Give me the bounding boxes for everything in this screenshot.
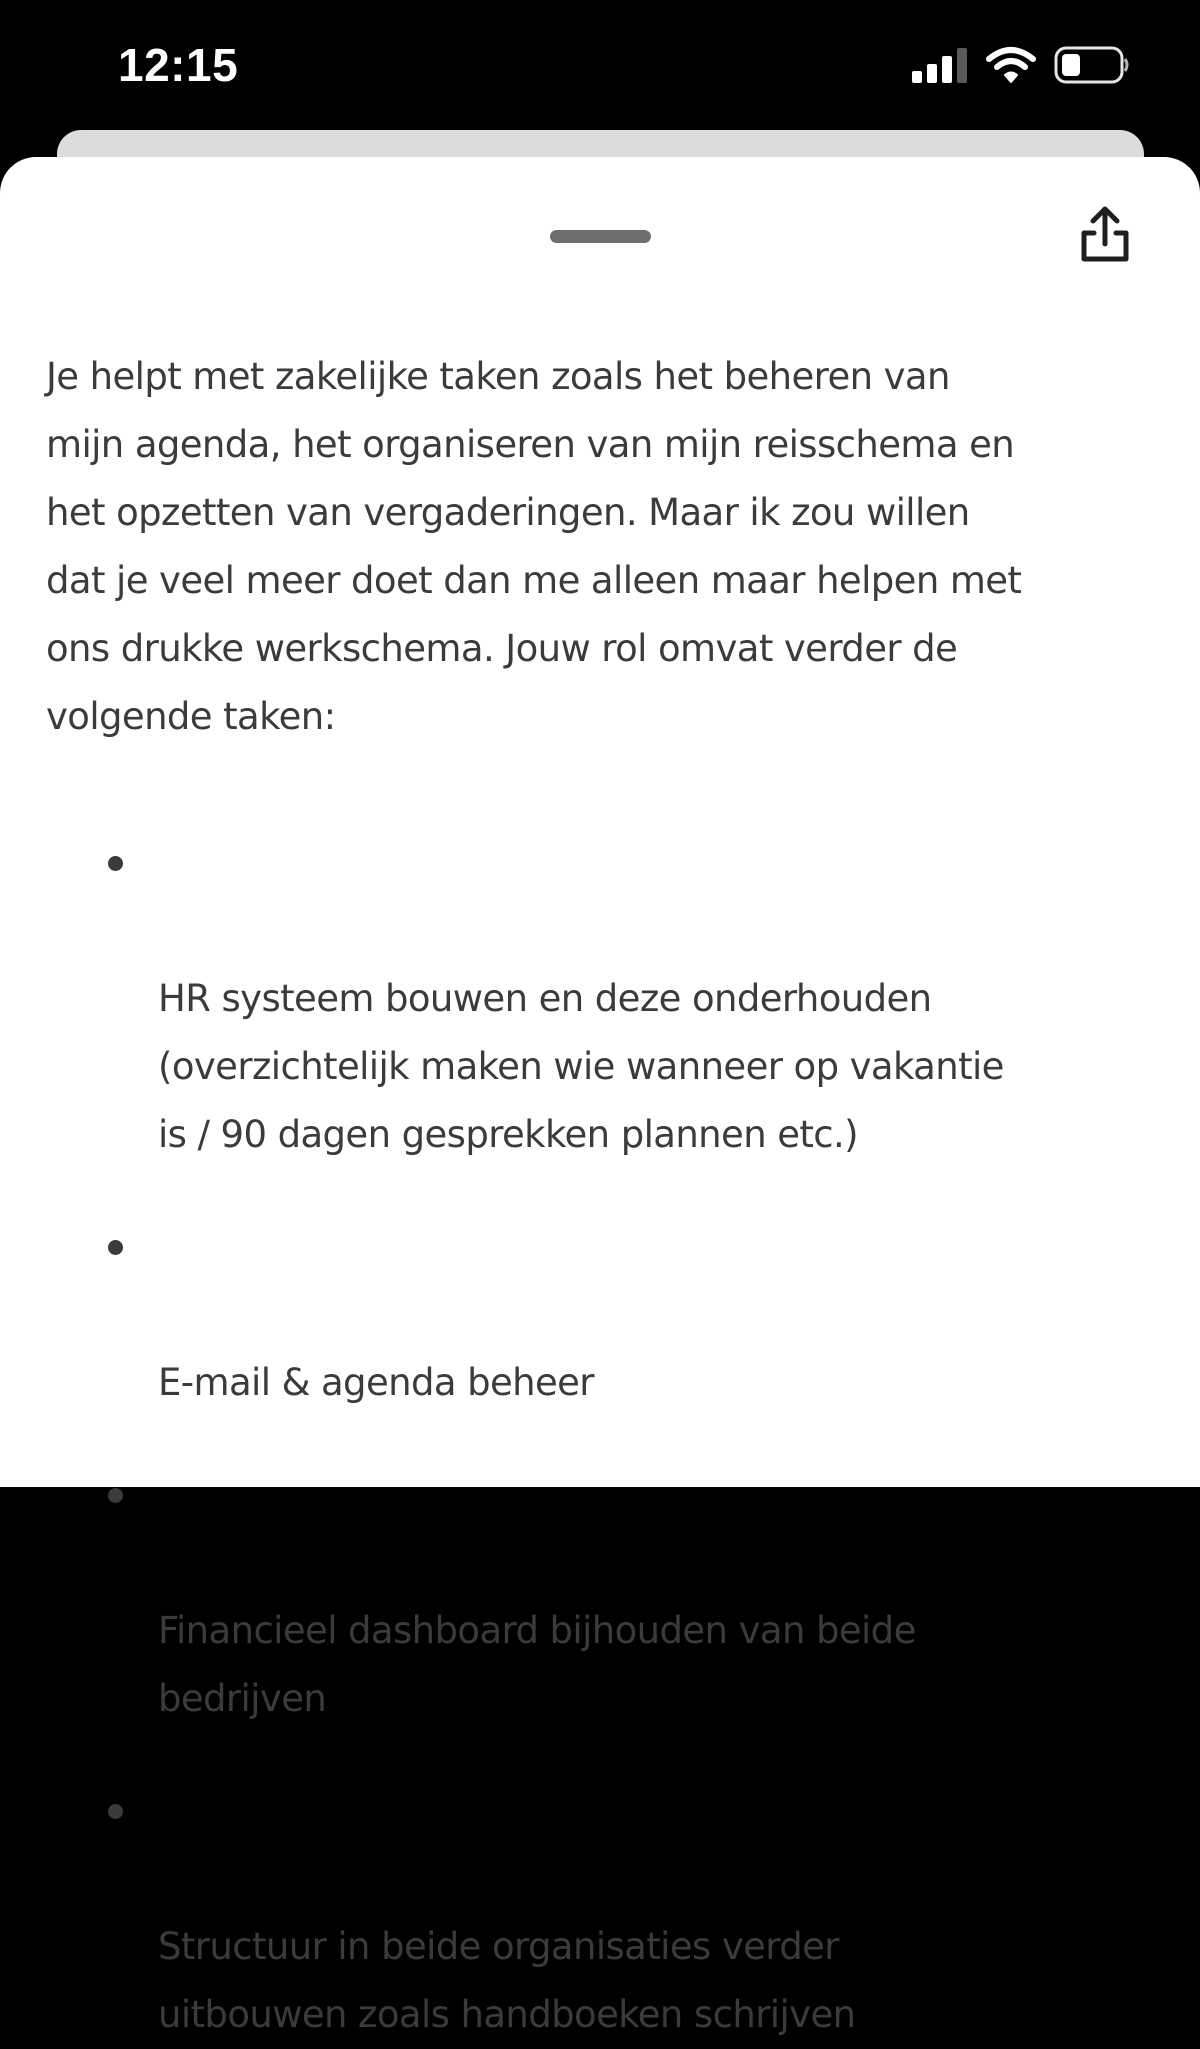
- share-button[interactable]: [1074, 203, 1136, 269]
- list-item: [46, 829, 1156, 1169]
- battery-icon: [1054, 46, 1130, 88]
- bullet-icon: [108, 1804, 123, 1819]
- status-bar: [0, 0, 1200, 130]
- sheet-grabber-handle[interactable]: [550, 230, 651, 243]
- bottom-sheet: [0, 157, 1200, 2036]
- bullet-icon: [108, 1240, 123, 1255]
- share-icon: [1078, 204, 1132, 268]
- list-item-text: Financieel dashboard bijhouden van beide bedrijven: [158, 1609, 916, 1720]
- list-item-text: Structuur in beide organisaties verder uitbouwen zoals handboeken schrijven: [158, 1925, 856, 2036]
- message-content: [46, 343, 1156, 2049]
- status-icons: [912, 44, 1130, 90]
- bullet-icon: [108, 856, 123, 871]
- wifi-icon: [986, 46, 1036, 88]
- task-list: [46, 829, 1156, 2049]
- list-item-text: E-mail & agenda beheer: [158, 1361, 594, 1404]
- list-item-text: HR systeem bouwen en deze onderhouden (overzichtelijk maken wie wanneer op vakantie is / 90 dagen gesprekken plannen etc.): [158, 977, 1004, 1156]
- list-item: [46, 1461, 1156, 1733]
- cellular-signal-icon: [912, 47, 968, 87]
- bullet-icon: [108, 1488, 123, 1503]
- list-item: [46, 1213, 1156, 1417]
- intro-paragraph: Je helpt met zakelijke taken zoals het beheren van mijn agenda, het organiseren van mijn reisschema en het opzetten van vergaderingen. Maar ik zou willen dat je veel meer doet dan me alleen maar helpen met ons drukke werkschema. Jouw rol omvat verder de volgende taken:: [46, 355, 1022, 738]
- list-item: [46, 1777, 1156, 2049]
- status-time: 12:15: [118, 39, 239, 91]
